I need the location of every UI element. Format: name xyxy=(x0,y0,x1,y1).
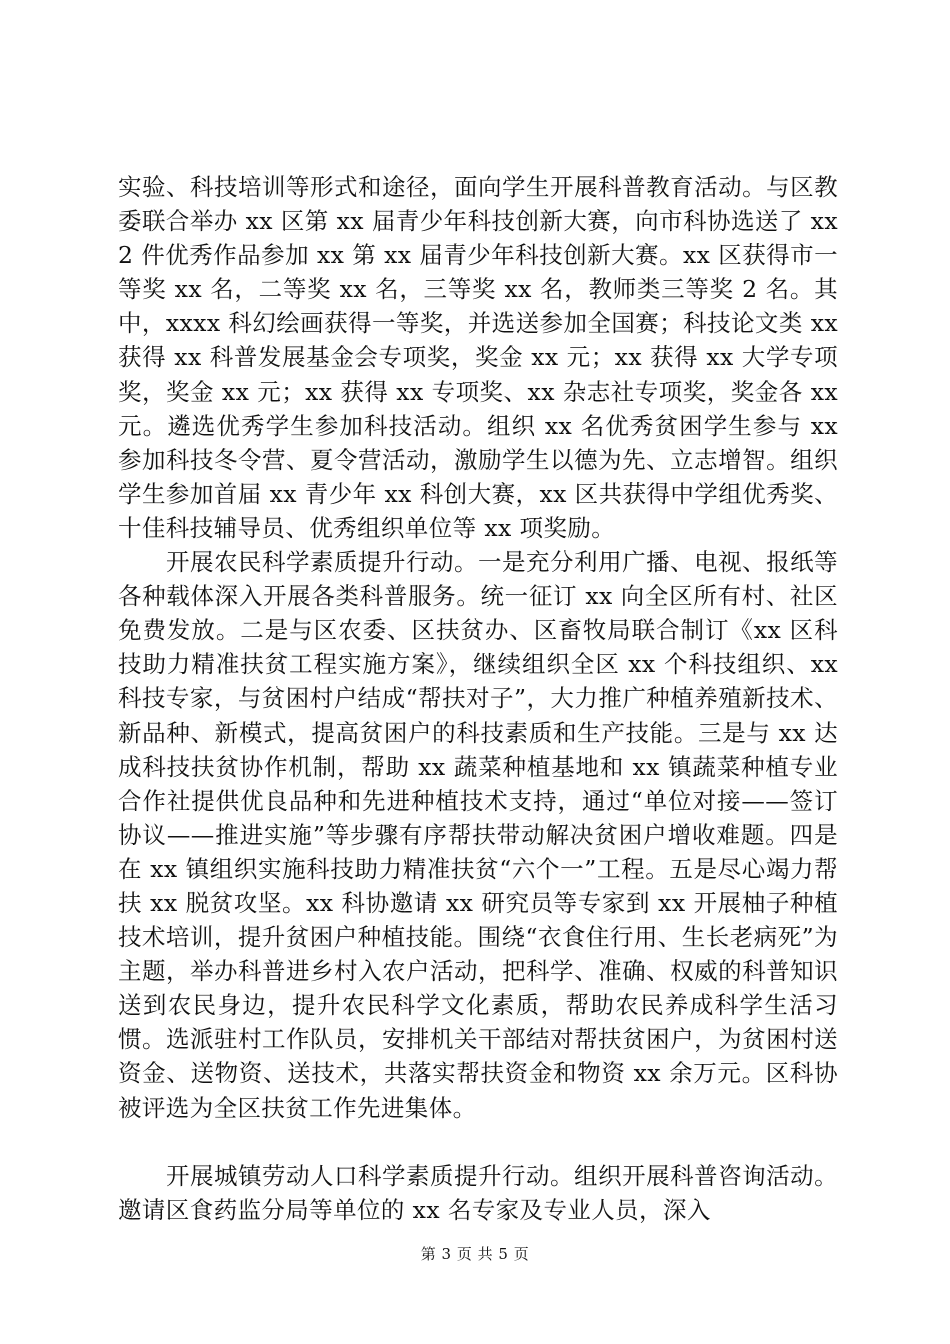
paragraph-student-science-activities: 实验、科技培训等形式和途径，面向学生开展科普教育活动。与区教委联合举办 xx 区第 xx 届青少年科技创新大赛，向市科协选送了 xx2 件优秀作品参加 xx 第 xx 届青少年科技创新大赛。xx 区获得市一等奖 xx 名，二等奖 xx 名，三等奖 xx 名，教师类三等奖 2 名。其中，xxxx 科幻绘画获得一等奖，并选送参加全国赛；科技论文类 xx 获得 xx 科普发展基金会专项奖，奖金 xx 元；xx 获得 xx 大学专项奖，奖金 xx 元；xx 获得 xx 专项奖、xx 杂志社专项奖，奖金各 xx 元。遴选优秀学生参加科技活动。组织 xx 名优秀贫困学生参与 xx 参加科技冬令营、夏令营活动，激励学生以德为先、立志增智。组织学生参加首届 xx 青少年 xx 科创大赛，xx 区共获得中学组优秀奖、十佳科技辅导员、优秀组织单位等 xx 项奖励。 xyxy=(118,173,838,542)
paragraph-farmer-science-literacy: 开展农民科学素质提升行动。一是充分利用广播、电视、报纸等各种载体深入开展各类科普服务。统一征订 xx 向全区所有村、社区免费发放。二是与区农委、区扶贫办、区畜牧局联合制订《xx 区科技助力精准扶贫工程实施方案》，继续组织全区 xx 个科技组织、xx 科技专家，与贫困村户结成“帮扶对子”，大力推广种植养殖新技术、新品种、新模式，提高贫困户的科技素质和生产技能。三是与 xx 达成科技扶贫协作机制，帮助 xx 蔬菜种植基地和 xx 镇蔬菜种植专业合作社提供优良品种和先进种植技术支持，通过“单位对接——签订协议——推进实施”等步骤有序帮扶带动解决贫困户增收难题。四是在 xx 镇组织实施科技助力精准扶贫“六个一”工程。五是尽心竭力帮扶 xx 脱贫攻坚。xx 科协邀请 xx 研究员等专家到 xx 开展柚子种植技术培训，提升贫困户种植技能。围绕“衣食住行用、生长老病死”为主题，举办科普进乡村入农户活动，把科学、准确、权威的科普知识送到农民身边，提升农民科学文化素质，帮助农民养成科学生活习惯。选派驻村工作队员，安排机关干部结对帮扶贫困户，为贫困村送资金、送物资、送技术，共落实帮扶资金和物资 xx 余万元。区科协被评选为全区扶贫工作先进集体。 xyxy=(118,548,838,1122)
paragraph-urban-labor-science-literacy: 开展城镇劳动人口科学素质提升行动。组织开展科普咨询活动。邀请区食药监分局等单位的 xx 名专家及专业人员，深入 xyxy=(118,1161,838,1224)
document-body xyxy=(118,170,838,1227)
page-number-footer: 第 3 页 共 5 页 xyxy=(420,1245,530,1263)
